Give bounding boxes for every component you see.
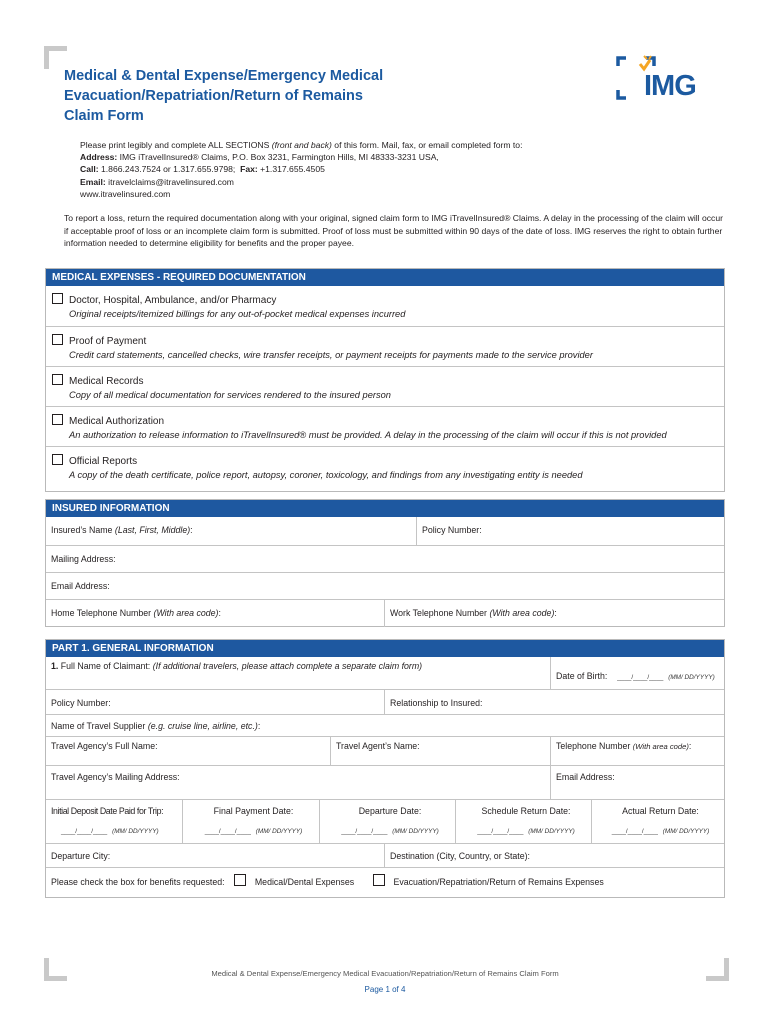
doc-item-doctor: Doctor, Hospital, Ambulance, and/or Pharmacy Original receipts/itemized billings for any out-of-pocket medical expenses incurred [46, 286, 724, 326]
relationship-field[interactable]: Relationship to Insured: [384, 690, 724, 714]
logo-text: IMG [644, 70, 696, 102]
doc-checkbox[interactable] [52, 334, 63, 345]
intro-email: Email: itravelclaims@itravelinsured.com [80, 176, 234, 187]
travel-agency-name-field[interactable]: Travel Agency’s Full Name: [51, 741, 158, 751]
travel-supplier-row [46, 714, 724, 736]
destination-field[interactable]: Destination (City, Country, or State): [384, 844, 724, 867]
doc-item-proof-of-payment: Proof of Payment Credit card statements, cancelled checks, wire transfer receipts, or payment receipts for payments made to the service provider [46, 326, 724, 366]
trip-dates-row [46, 799, 724, 843]
intro-block [80, 139, 720, 200]
doc-checkbox[interactable] [52, 374, 63, 385]
insured-name-field[interactable]: Insured’s Name (Last, First, Middle): [51, 525, 193, 535]
agency-mailing-row [46, 765, 724, 799]
title-line-1: Medical & Dental Expense/Emergency Medical [64, 68, 384, 84]
evacuation-checkbox[interactable] [373, 874, 385, 886]
initial-deposit-date-field[interactable]: Initial Deposit Date Paid for Trip: ____/____/____ (MM/ DD/YYYY) [51, 806, 164, 835]
schedule-return-date-field[interactable]: Schedule Return Date: ____/____/____ (MM/ DD/YYYY) [455, 800, 591, 843]
doc-item-medical-authorization: Medical Authorization An authorization to release information to iTravelInsured® must be provided. A delay in the processing of the claim will occur if this is not provided [46, 406, 724, 446]
insured-mailing-row [46, 545, 724, 572]
travel-agent-name-field[interactable]: Travel Agent’s Name: [330, 737, 550, 765]
medical-expenses-section [45, 268, 725, 492]
doc-item-official-reports: Official Reports A copy of the death certificate, police report, autopsy, coroner, toxicology, and findings from any investigating entity is needed [46, 446, 724, 486]
agency-telephone-field[interactable]: Telephone Number (With area code): [550, 737, 724, 765]
general-information-section [45, 639, 725, 898]
travel-agency-row [46, 736, 724, 765]
insured-policy-field[interactable]: Policy Number: [416, 517, 724, 545]
footer-form-name: Medical & Dental Expense/Emergency Medical Evacuation/Repatriation/Return of Remains Claim Form [211, 969, 559, 978]
insured-name-row [46, 517, 724, 545]
intro-address: Address: IMG iTravelInsured® Claims, P.O. Box 3231, Farmington Hills, MI 48333-3231 USA, [80, 152, 439, 163]
insured-email-field[interactable]: Email Address: [51, 581, 110, 591]
actual-return-date-field[interactable]: Actual Return Date: ____/____/____ (MM/ DD/YYYY) [591, 800, 724, 843]
doc-checkbox[interactable] [52, 414, 63, 425]
intro-instructions: Please print legibly and complete ALL SECTIONS (front and back) of this form. Mail, fax, or email completed form to: [80, 140, 523, 150]
benefits-row [46, 867, 724, 891]
agency-mailing-field[interactable]: Travel Agency’s Mailing Address: [51, 772, 180, 782]
title-line-2: Evacuation/Repatriation/Return of Remains [64, 88, 363, 104]
final-payment-date-field[interactable]: Final Payment Date: ____/____/____ (MM/ DD/YYYY) [182, 800, 319, 843]
intro-phone-fax: Call: 1.866.243.7524 or 1.317.655.9798; Fax: +1.317.655.4505 [80, 164, 325, 175]
claimant-policy-field[interactable]: Policy Number: [51, 698, 111, 708]
medical-dental-checkbox[interactable] [234, 874, 246, 886]
doc-item-medical-records: Medical Records Copy of all medical documentation for services rendered to the insured person [46, 366, 724, 406]
departure-destination-row [46, 843, 724, 867]
home-telephone-field[interactable]: Home Telephone Number (With area code): [51, 608, 221, 618]
doc-checkbox[interactable] [52, 454, 63, 465]
img-logo [614, 52, 724, 104]
insured-mailing-field[interactable]: Mailing Address: [51, 554, 116, 564]
departure-city-field[interactable]: Departure City: [51, 851, 111, 861]
form-title [64, 66, 464, 126]
claimant-row [46, 657, 724, 689]
instructions-paragraph: To report a loss, return the required documentation along with your original, signed claim form to IMG iTravelInsured® Claims. A delay in the processing of the claim will occur if acceptable proof of loss or an incomplete claim form is submitted. Proof of loss must be submitted within 90 days of the date of loss. IMG reserves the right to obtain further information needed to determine eligibility for benefits and the proper payee. [64, 213, 723, 249]
policy-relationship-row [46, 689, 724, 714]
part1-section-heading: PART 1. GENERAL INFORMATION [46, 640, 724, 657]
departure-date-field[interactable]: Departure Date: ____/____/____ (MM/ DD/YYYY) [319, 800, 455, 843]
medical-section-heading: MEDICAL EXPENSES - REQUIRED DOCUMENTATION [46, 269, 724, 286]
footer-page-number: Page 1 of 4 [364, 985, 406, 994]
insured-email-row [46, 572, 724, 599]
insured-information-section [45, 499, 725, 627]
travel-supplier-field[interactable]: Name of Travel Supplier (e.g. cruise line, airline, etc.): [51, 721, 261, 731]
title-line-3: Claim Form [64, 108, 144, 124]
insured-phone-row [46, 599, 724, 627]
insured-section-heading: INSURED INFORMATION [46, 500, 724, 517]
intro-website: www.itravelinsured.com [80, 188, 171, 199]
benefits-requested: Please check the box for benefits requested: Medical/Dental Expenses Evacuation/Repatriation/Return of Remains Expenses [46, 868, 724, 891]
work-telephone-field[interactable]: Work Telephone Number (With area code): [384, 600, 724, 627]
date-of-birth-field[interactable]: Date of Birth: ____/____/____ (MM/ DD/YYYY) [550, 657, 724, 689]
claimant-name-field[interactable]: 1. Full Name of Claimant: (If additional travelers, please attach complete a separate claim form) [51, 661, 423, 671]
doc-checkbox[interactable] [52, 293, 63, 304]
agency-email-field[interactable]: Email Address: [550, 766, 724, 799]
